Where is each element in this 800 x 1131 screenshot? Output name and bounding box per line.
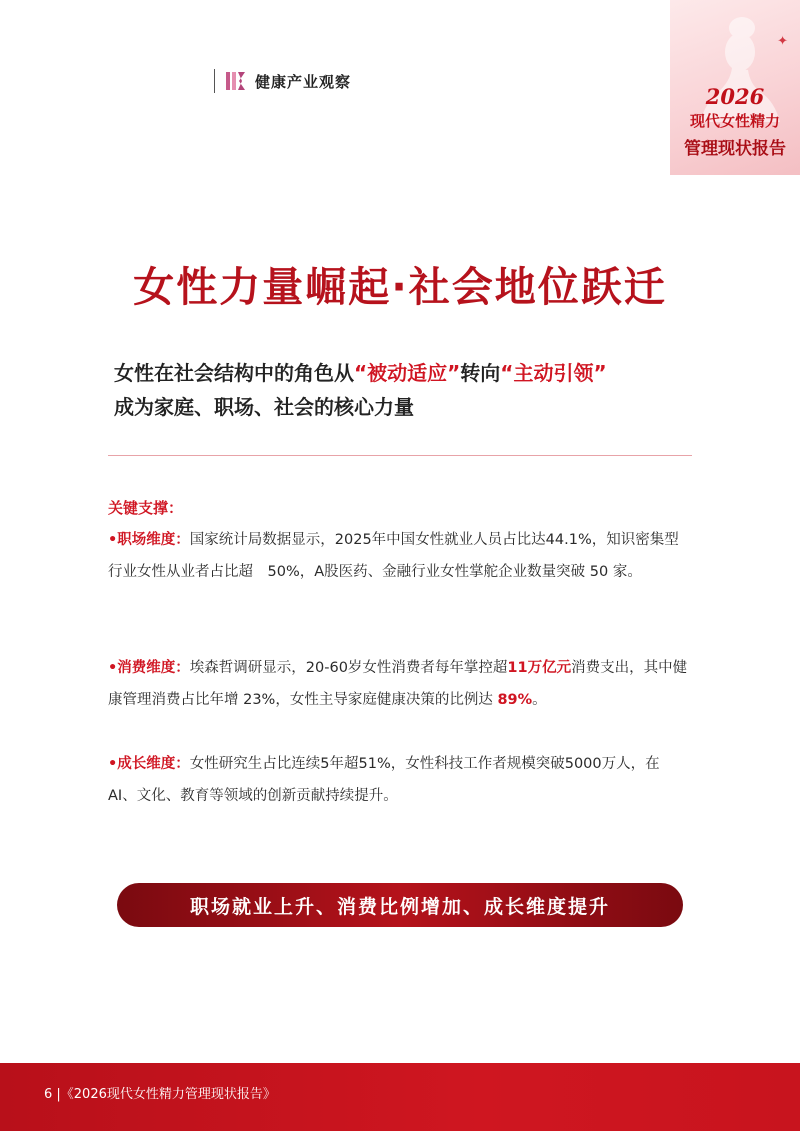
growth-label: •成长维度： xyxy=(108,756,190,772)
consumption-paragraph xyxy=(108,652,692,716)
brand-logo-icon xyxy=(225,70,247,92)
subtitle-text-1: 女性在社会结构中的角色从 xyxy=(114,361,354,385)
subtitle-quote-2: “主动引领” xyxy=(500,361,607,385)
workplace-label: •职场维度： xyxy=(108,532,190,548)
footer-page-ref: 6 |《2026现代女性精力管理现状报告》 xyxy=(44,1087,276,1102)
consumption-text-c: 。 xyxy=(532,692,547,708)
consumption-highlight-b: 89% xyxy=(497,692,533,708)
consumption-text-a: 埃森哲调研显示，20-60岁女性消费者每年掌控超 xyxy=(189,660,508,676)
sparkle-icon: ✦ xyxy=(777,34,788,49)
consumption-highlight-a: 11万亿元 xyxy=(507,660,572,676)
subtitle xyxy=(114,356,714,424)
consumption-text-b: 消费支出，其中健康管理消费占比年增 23%，女性主导家庭健康决策的比例达 xyxy=(108,660,688,708)
subtitle-line-1 xyxy=(114,356,714,390)
badge-year: 2026 xyxy=(705,84,765,109)
page-title: 女性力量崛起·社会地位跃迁 xyxy=(133,263,667,311)
section-heading: 关键支撑： xyxy=(108,499,184,517)
report-badge xyxy=(670,0,800,175)
badge-line-2: 管理现状报告 xyxy=(684,139,786,159)
divider xyxy=(108,455,692,456)
subtitle-text-2: 转向 xyxy=(460,361,501,385)
subtitle-quote-1: “被动适应” xyxy=(354,361,461,385)
workplace-paragraph xyxy=(108,524,692,588)
consumption-label: •消费维度： xyxy=(108,660,190,676)
subtitle-line-2: 成为家庭、职场、社会的核心力量 xyxy=(114,395,414,419)
workplace-text: 国家统计局数据显示，2025年中国女性就业人员占比达44.1%，知识密集型行业女性从业者占比超 50%，A股医药、金融行业女性掌舵企业数量突破 50 家。 xyxy=(108,532,679,580)
growth-text: 女性研究生占比连续5年超51%，女性科技工作者规模突破5000万人，在 AI、文化、教育等领域的创新贡献持续提升。 xyxy=(108,756,660,804)
footer-bar xyxy=(0,1063,800,1131)
brand-divider xyxy=(214,69,215,93)
brand-header xyxy=(214,68,351,94)
badge-line-1: 现代女性精力 xyxy=(689,112,780,130)
summary-banner: 职场就业上升、消费比例增加、成长维度提升 xyxy=(117,883,683,927)
growth-paragraph xyxy=(108,748,692,812)
brand-name: 健康产业观察 xyxy=(255,72,352,91)
